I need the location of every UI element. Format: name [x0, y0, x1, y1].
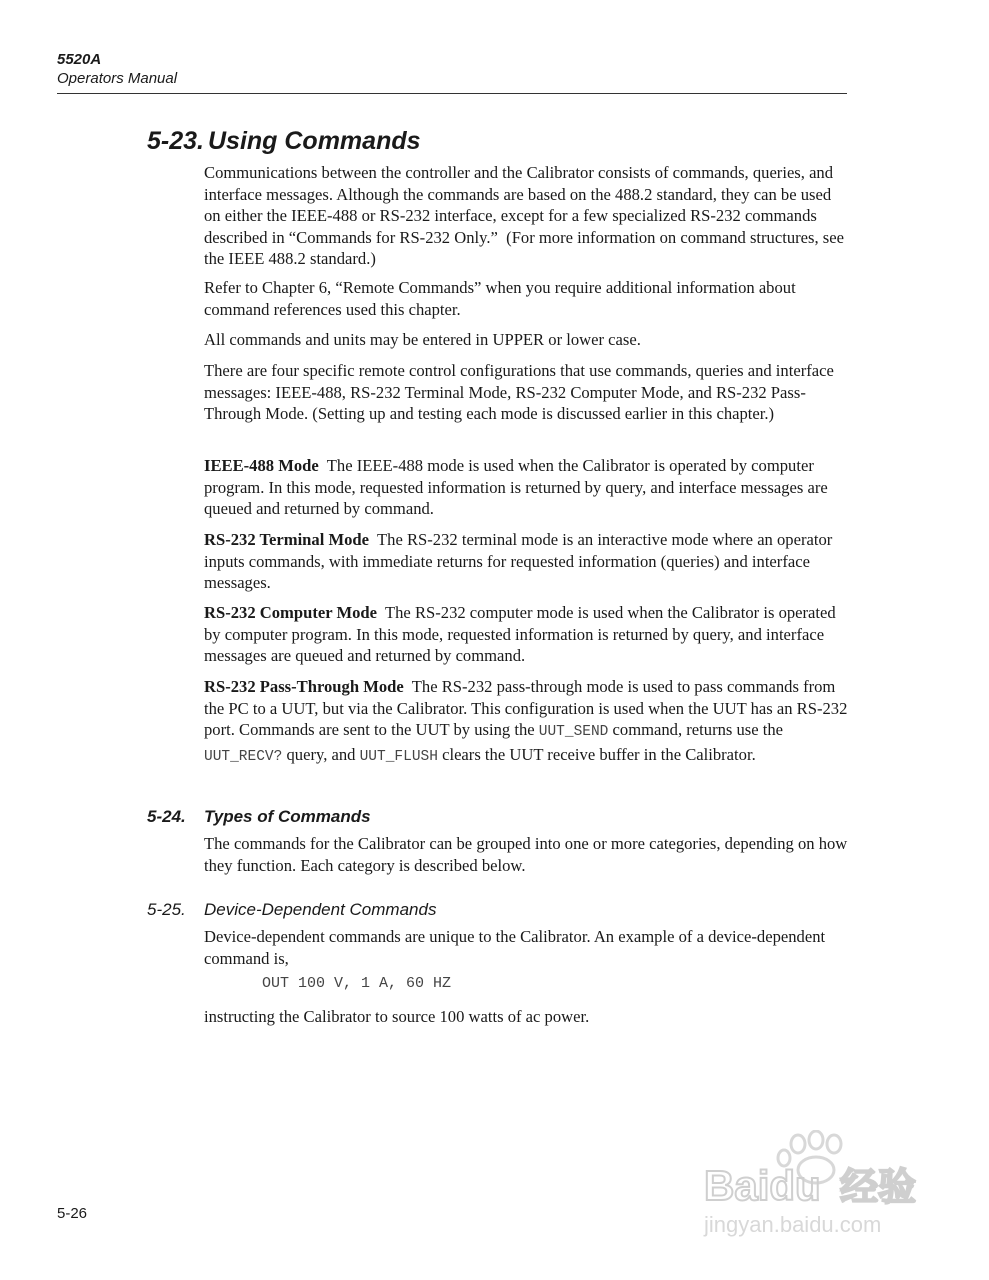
section-heading [147, 126, 421, 156]
ieee-mode-paragraph [204, 455, 849, 520]
section-number: 5-23. [147, 127, 204, 155]
ieee-mode-text: The IEEE-488 mode is used when the Calibrator is operated by computer program. In this mode, requested information is returned by query, and interface messages are queued and returned by command. [204, 456, 828, 518]
computer-mode-paragraph [204, 602, 849, 667]
running-header [57, 50, 177, 88]
case-paragraph: All commands and units may be entered in UPPER or lower case. [204, 330, 641, 349]
paw-toe-3 [827, 1135, 841, 1153]
configurations-paragraph: There are four specific remote control configurations that use commands, queries and interface messages: IEEE-488, RS-232 Terminal Mode, RS-232 Computer Mode, and RS-232 Pass-Through Mode. (Setting up and testing each mode is discussed earlier in this chapter.) [204, 361, 834, 423]
pass-through-mode-paragraph [204, 676, 849, 768]
uut-send-command: UUT_SEND [538, 724, 609, 740]
device-dependent-paragraph: Device-dependent commands are unique to the Calibrator. An example of a device-dependent command is, [204, 927, 826, 968]
terminal-mode-term: RS-232 Terminal Mode [204, 530, 370, 549]
device-dependent-number: 5-25. [147, 900, 186, 919]
types-number: 5-24. [147, 807, 186, 826]
pass-through-mode-term: RS-232 Pass-Through Mode [204, 677, 404, 696]
watermark-cn: 经验 [840, 1165, 917, 1209]
device-dependent-heading [147, 899, 436, 920]
types-title: Types of Commands [204, 807, 371, 826]
page-number: 5-26 [57, 1205, 88, 1222]
computer-mode-term: RS-232 Computer Mode [204, 603, 377, 622]
intro-paragraph [204, 162, 849, 270]
header-divider [57, 93, 847, 94]
uut-recv-command: UUT_RECV? [204, 748, 283, 765]
computer-mode-text: The RS-232 computer mode is used when the Calibrator is operated by computer program. In this mode, requested information is returned by query, and interface messages are queued and returned by command. [204, 603, 836, 665]
device-dependent-title: Device-Dependent Commands [204, 900, 437, 919]
paw-toe-2 [809, 1131, 823, 1149]
header-model: 5520A [57, 51, 102, 68]
header-manual-title: Operators Manual [57, 70, 178, 87]
watermark-brand: Baidu [704, 1162, 821, 1209]
example-command: OUT 100 V, 1 A, 60 HZ [262, 975, 452, 992]
pass-through-text-3: query, and [286, 744, 356, 764]
example-explanation: instructing the Calibrator to source 100 watts of ac power. [204, 1007, 590, 1026]
pass-through-text-4: clears the UUT receive buffer in the Calibrator. [442, 744, 756, 764]
terminal-mode-paragraph [204, 529, 849, 594]
pass-through-text-1: The RS-232 pass-through mode is used to pass commands from the PC to a UUT, but via the Calibrator. This configuration is used when the UUT has an RS-232 port. Commands are sent to the UUT by using the [204, 677, 848, 739]
baidu-jingyan-watermark [690, 1130, 940, 1240]
intro-text-b: (For more information on command structures, see the IEEE 488.2 standard.) [204, 227, 844, 268]
terminal-mode-text: The RS-232 terminal mode is an interactive mode where an operator inputs commands, with immediate returns for requested information (queries) and interface messages. [204, 530, 833, 592]
intro-text-a: Communications between the controller and the Calibrator consists of commands, queries, and interface messages. Although the commands are based on the 488.2 standard, they can be used on either the IEEE-488 or RS-232 interface, except for a few specialized RS-232 commands described in “Commands for RS-232 Only.” [204, 163, 834, 247]
uut-flush-command: UUT_FLUSH [359, 748, 438, 765]
paw-toe-1 [791, 1135, 805, 1153]
types-heading [147, 806, 371, 827]
types-paragraph: The commands for the Calibrator can be grouped into one or more categories, depending on how they function. Each category is described below. [204, 834, 848, 875]
pass-through-text-2: command, returns use the [612, 720, 784, 739]
watermark-url: jingyan.baidu.com [704, 1212, 882, 1237]
section-title: Using Commands [207, 127, 421, 155]
reference-paragraph: Refer to Chapter 6, “Remote Commands” when you require additional information about command references used this chapter. [204, 278, 796, 319]
ieee-mode-term: IEEE-488 Mode [204, 456, 319, 475]
